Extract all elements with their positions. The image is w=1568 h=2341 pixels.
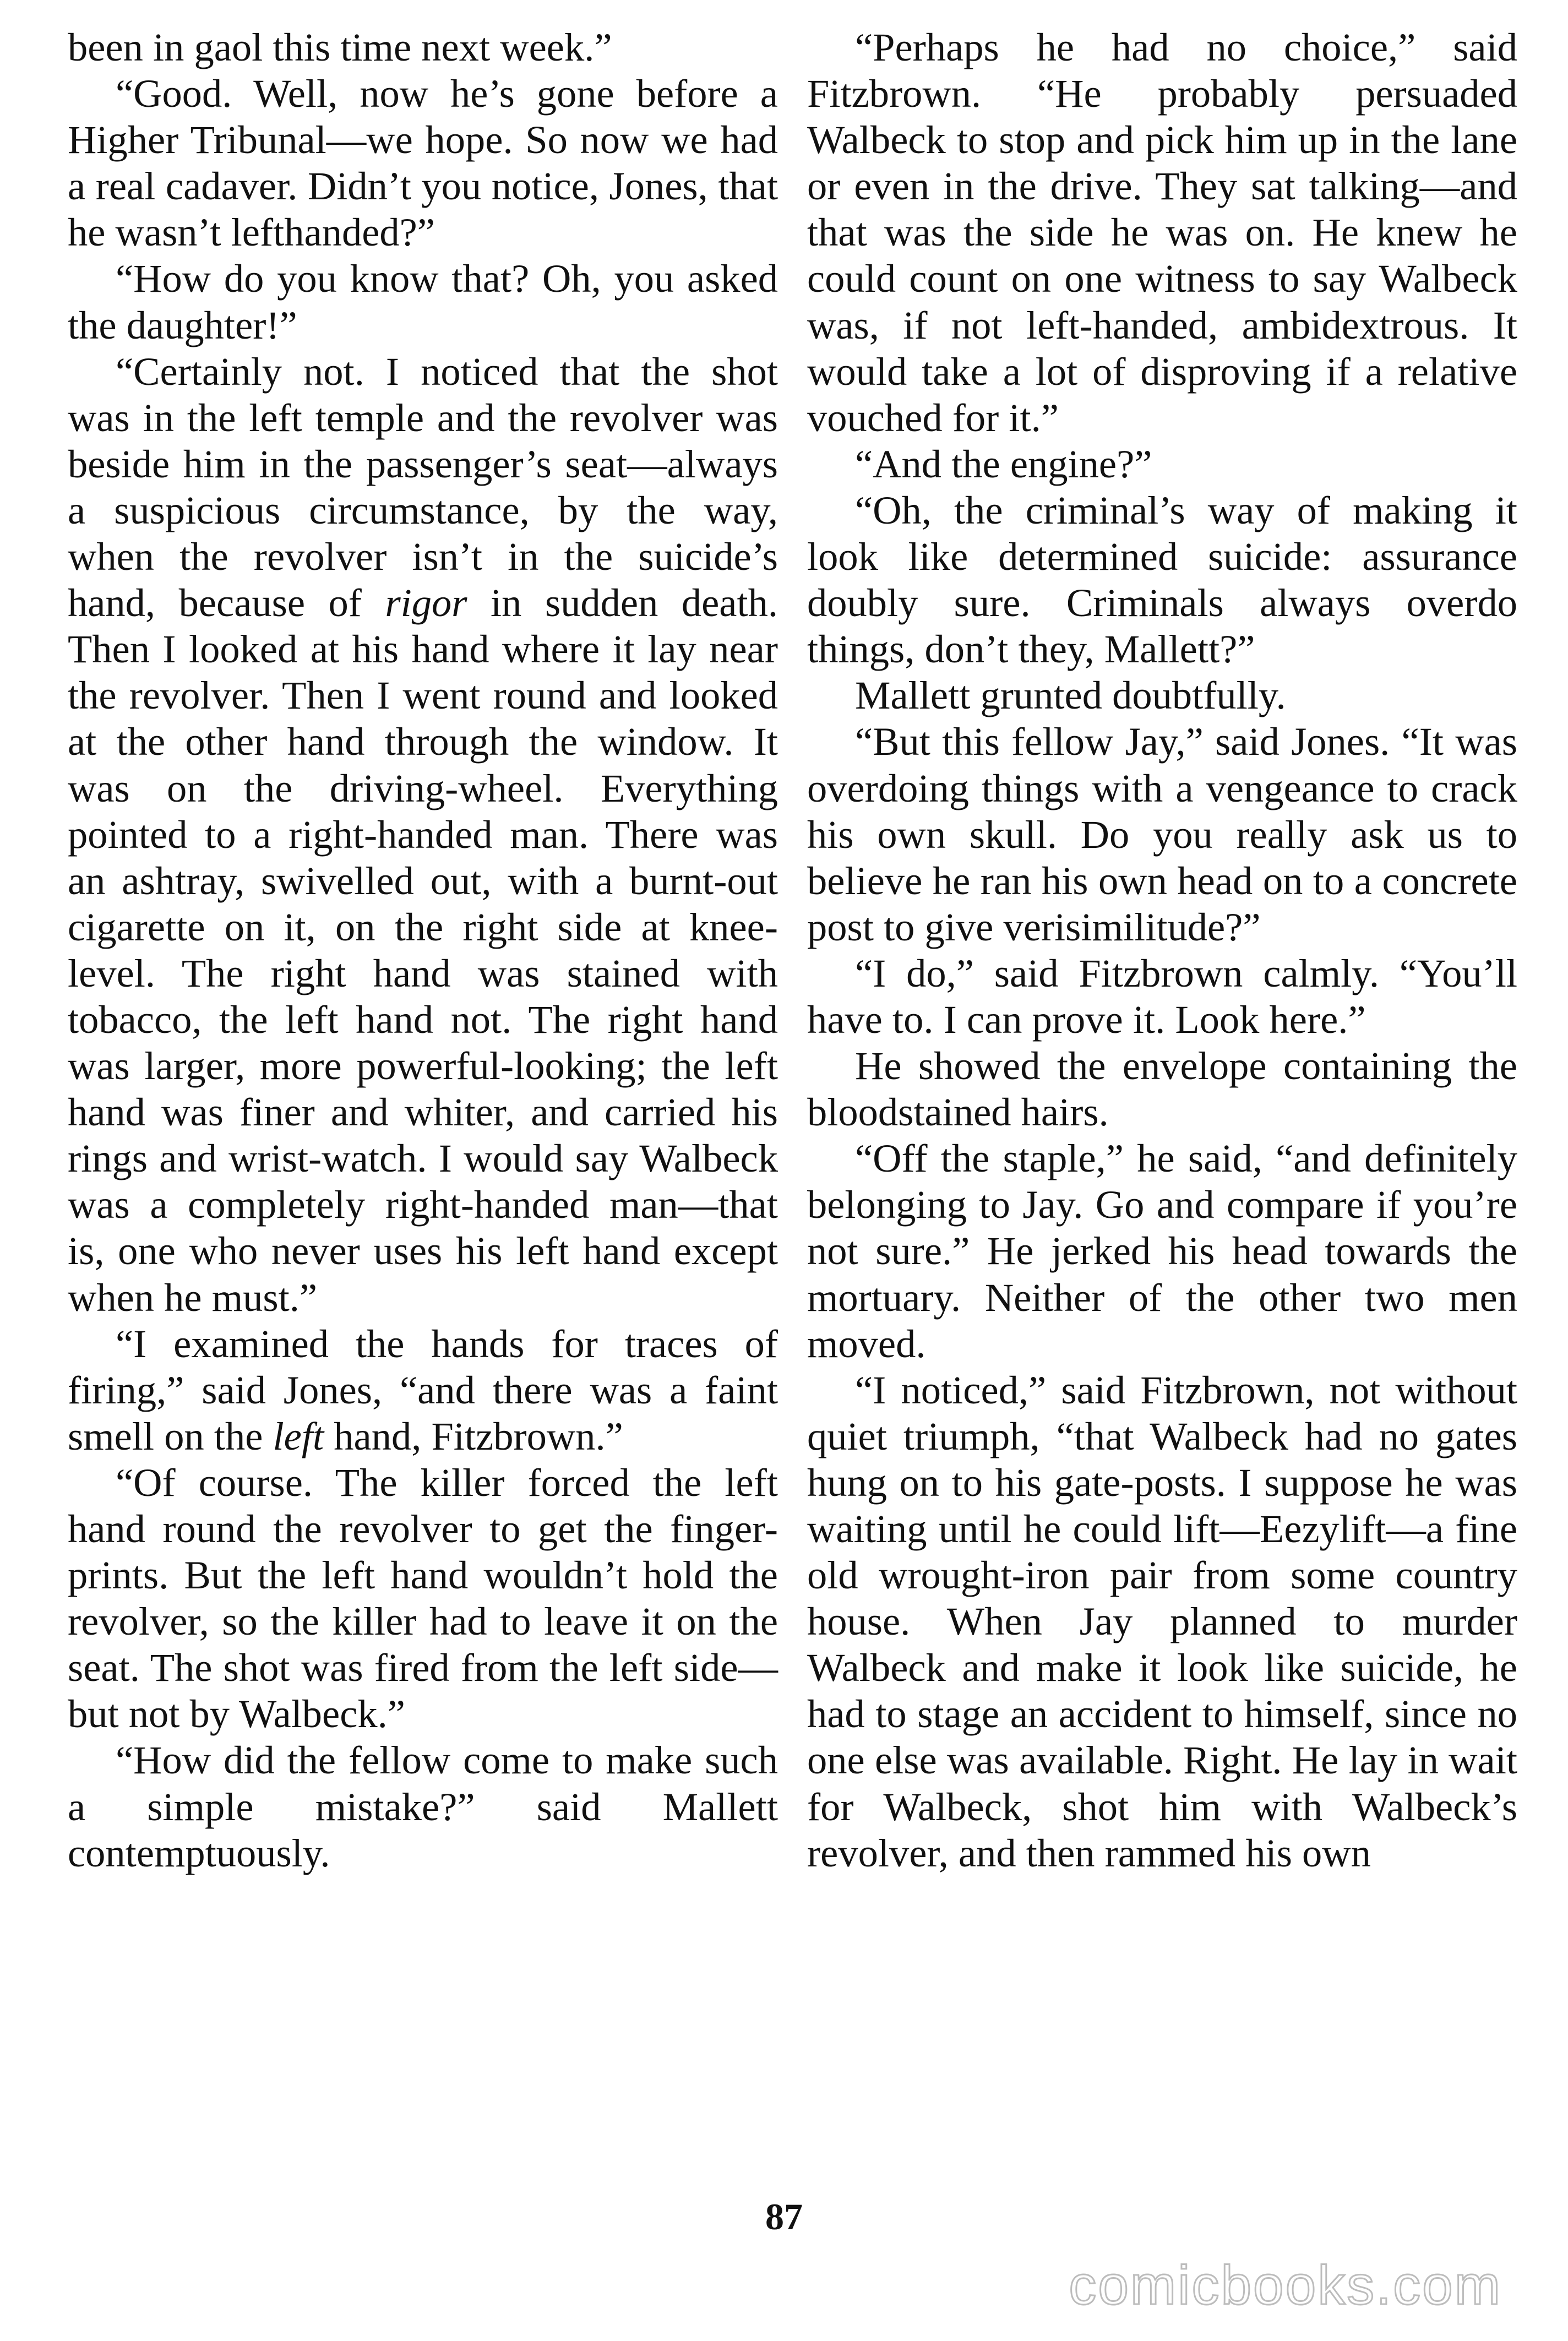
paragraph: “Good. Well, now he’s gone before a Higher Tribunal—we hope. So now we had a real cadaver. Didn’t you notice, Jones, that he wasn’t lefthanded?” <box>68 71 778 255</box>
paragraph: “How do you know that? Oh, you asked the daughter!” <box>68 256 778 347</box>
paragraph: “Oh, the criminal’s way of making it look like determined suicide: assurance doubly sure. Criminals always overdo things, don’t they, Mallett?” <box>807 487 1517 672</box>
paragraph: been in gaol this time next week.” <box>68 25 612 69</box>
paragraph: “But this fellow Jay,” said Jones. “It was overdoing things with a vengeance to crack his own skull. Do you really ask us to believe he ran his own head on to a concrete post to give verisimilitude?” <box>807 719 1517 949</box>
page-number: 87 <box>765 2196 803 2237</box>
paragraph: “I noticed,” said Fitzbrown, not without quiet triumph, “that Walbeck had no gates hung on to his gate-posts. I suppose he was waiting until he could lift—Eezylift—a fine old wrought-iron pair from some country house. When Jay planned to murder Walbeck and make it look like suicide, he had to stage an accident to himself, since no one else was available. Right. He lay in wait for Walbeck, shot him with Walbeck’s revolver, and then rammed his own <box>807 1367 1517 1875</box>
right-text-column <box>807 24 1517 1876</box>
paragraph: Mallett grunted doubtfully. <box>855 673 1286 718</box>
watermark: comicbooks.com <box>1069 2255 1502 2316</box>
paragraph: “Perhaps he had no choice,” said Fitzbrown. “He probably persuaded Walbeck to stop and pick him up in the lane or even in the drive. They sat talking—and that was the side he was on. He knew he could count on one witness to say Walbeck was, if not left-handed, ambidextrous. It would take a lot of disproving if a relative vouched for it.” <box>807 25 1517 440</box>
paragraph: “And the engine?” <box>855 441 1152 486</box>
left-text-column <box>68 24 778 1876</box>
paragraph: He showed the envelope containing the bloodstained hairs. <box>807 1043 1517 1135</box>
paragraph: “How did the fellow come to make such a simple mistake?” said Mallett contemptuously. <box>68 1738 778 1875</box>
paragraph: “Of course. The killer forced the left hand round the revolver to get the finger-prints. But the left hand wouldn’t hold the revolver, so the killer had to leave it on the seat. The shot was fired from the left side—but not by Walbeck.” <box>68 1460 778 1736</box>
paragraph: “Off the staple,” he said, “and definitely belonging to Jay. Go and compare if you’re not sure.” He jerked his head towards the mortuary. Neither of the other two men moved. <box>807 1136 1517 1366</box>
paragraph: “I do,” said Fitzbrown calmly. “You’ll have to. I can prove it. Look here.” <box>807 950 1517 1042</box>
paragraph: “Certainly not. I noticed that the shot was in the left temple and the revolver was beside him in the passenger’s seat—always a suspicious circumstance, by the way, when the revolver isn’t in the suicide’s hand, because of rigor in sudden death. Then I looked at his hand where it lay near the revolver. Then I went round and looked at the other hand through the window. It was on the driving-wheel. Everything pointed to a right-handed man. There was an ashtray, swivelled out, with a burnt-out cigarette on it, on the right side at knee-level. The right hand was stained with tobacco, the left hand not. The right hand was larger, more powerful-looking; the left hand was finer and whiter, and carried his rings and wrist-watch. I would say Walbeck was a completely right-handed man—that is, one who never uses his left hand except when he must.” <box>68 349 778 1320</box>
paragraph: “I examined the hands for traces of firing,” said Jones, “and there was a faint smell on the left hand, Fitzbrown.” <box>68 1321 778 1458</box>
